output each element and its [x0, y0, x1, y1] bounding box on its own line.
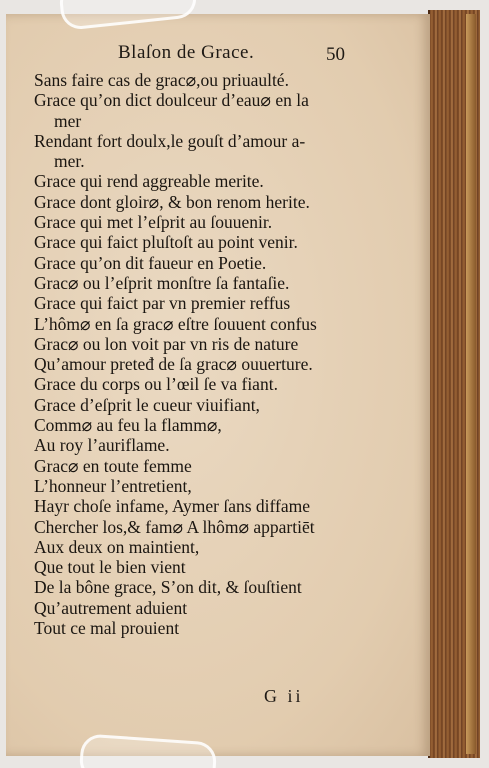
text-line: Grace qui faict par vn premier reffus	[34, 293, 291, 314]
text-line: Hayr choſe infame, Aymer ſans diffame	[34, 496, 311, 517]
page-edges	[466, 14, 476, 754]
text-line: Grace qui faict pluſtoſt au point venir.	[34, 232, 298, 253]
text-line: Qu’autrement aduient	[34, 597, 188, 618]
text-line: Grace qui rend aggreable merite.	[34, 171, 264, 192]
text-line: Grac⌀ en toute femme	[34, 455, 192, 476]
text-line: Grac⌀ ou l’eſprit monſtre ſa fantaſie.	[34, 272, 290, 293]
text-line: Rendant fort doulx,le gouſt d’amour a-	[34, 130, 306, 151]
text-line: Que tout le bien vient	[34, 557, 186, 578]
text-line: Qu’amour preteđ de ſa grac⌀ ouuerture.	[34, 354, 313, 375]
text-line: mer	[54, 110, 82, 131]
text-line: Grac⌀ ou lon voit par vn ris de nature	[34, 333, 299, 354]
text-line: L’honneur l’entretient,	[34, 475, 192, 496]
text-line: Tout ce mal prouient	[34, 618, 180, 639]
text-line: Grace qui met l’eſprit au ſouuenir.	[34, 212, 273, 233]
text-line: L’hôm⌀ en ſa grac⌀ eſtre ſouuent confus	[34, 313, 317, 334]
text-line: Sans faire cas de grac⌀,ou priuaulté.	[34, 70, 289, 90]
text-line: Au roy l’auriflame.	[34, 435, 170, 456]
signature-mark: G ii	[264, 686, 304, 706]
text-line: Grace qu’on dit faueur en Poetie.	[34, 252, 267, 273]
running-title: Blaſon de Grace.	[118, 42, 255, 63]
text-line: mer.	[54, 151, 85, 172]
page-leaf	[6, 14, 430, 756]
text-line: De la bône grace, S’on dit, & ſouſtient	[34, 577, 302, 598]
text-line: Comm⌀ au feu la flamm⌀,	[34, 415, 222, 436]
page-number: 50	[326, 44, 345, 65]
text-line: Grace qu’on dict doulceur d’eau⌀ en la	[34, 90, 309, 111]
text-line: Grace d’eſprit le cueur viuifiant,	[34, 394, 260, 415]
poem-text	[34, 70, 374, 638]
text-line: Chercher los,& fam⌀ A lhôm⌀ appartiēt	[34, 516, 315, 537]
text-line: Grace dont gloir⌀, & bon renom herite.	[34, 191, 310, 212]
text-line: Aux deux on maintient,	[34, 536, 200, 557]
text-line: Grace du corps ou l’œil ſe va fiant.	[34, 374, 278, 395]
